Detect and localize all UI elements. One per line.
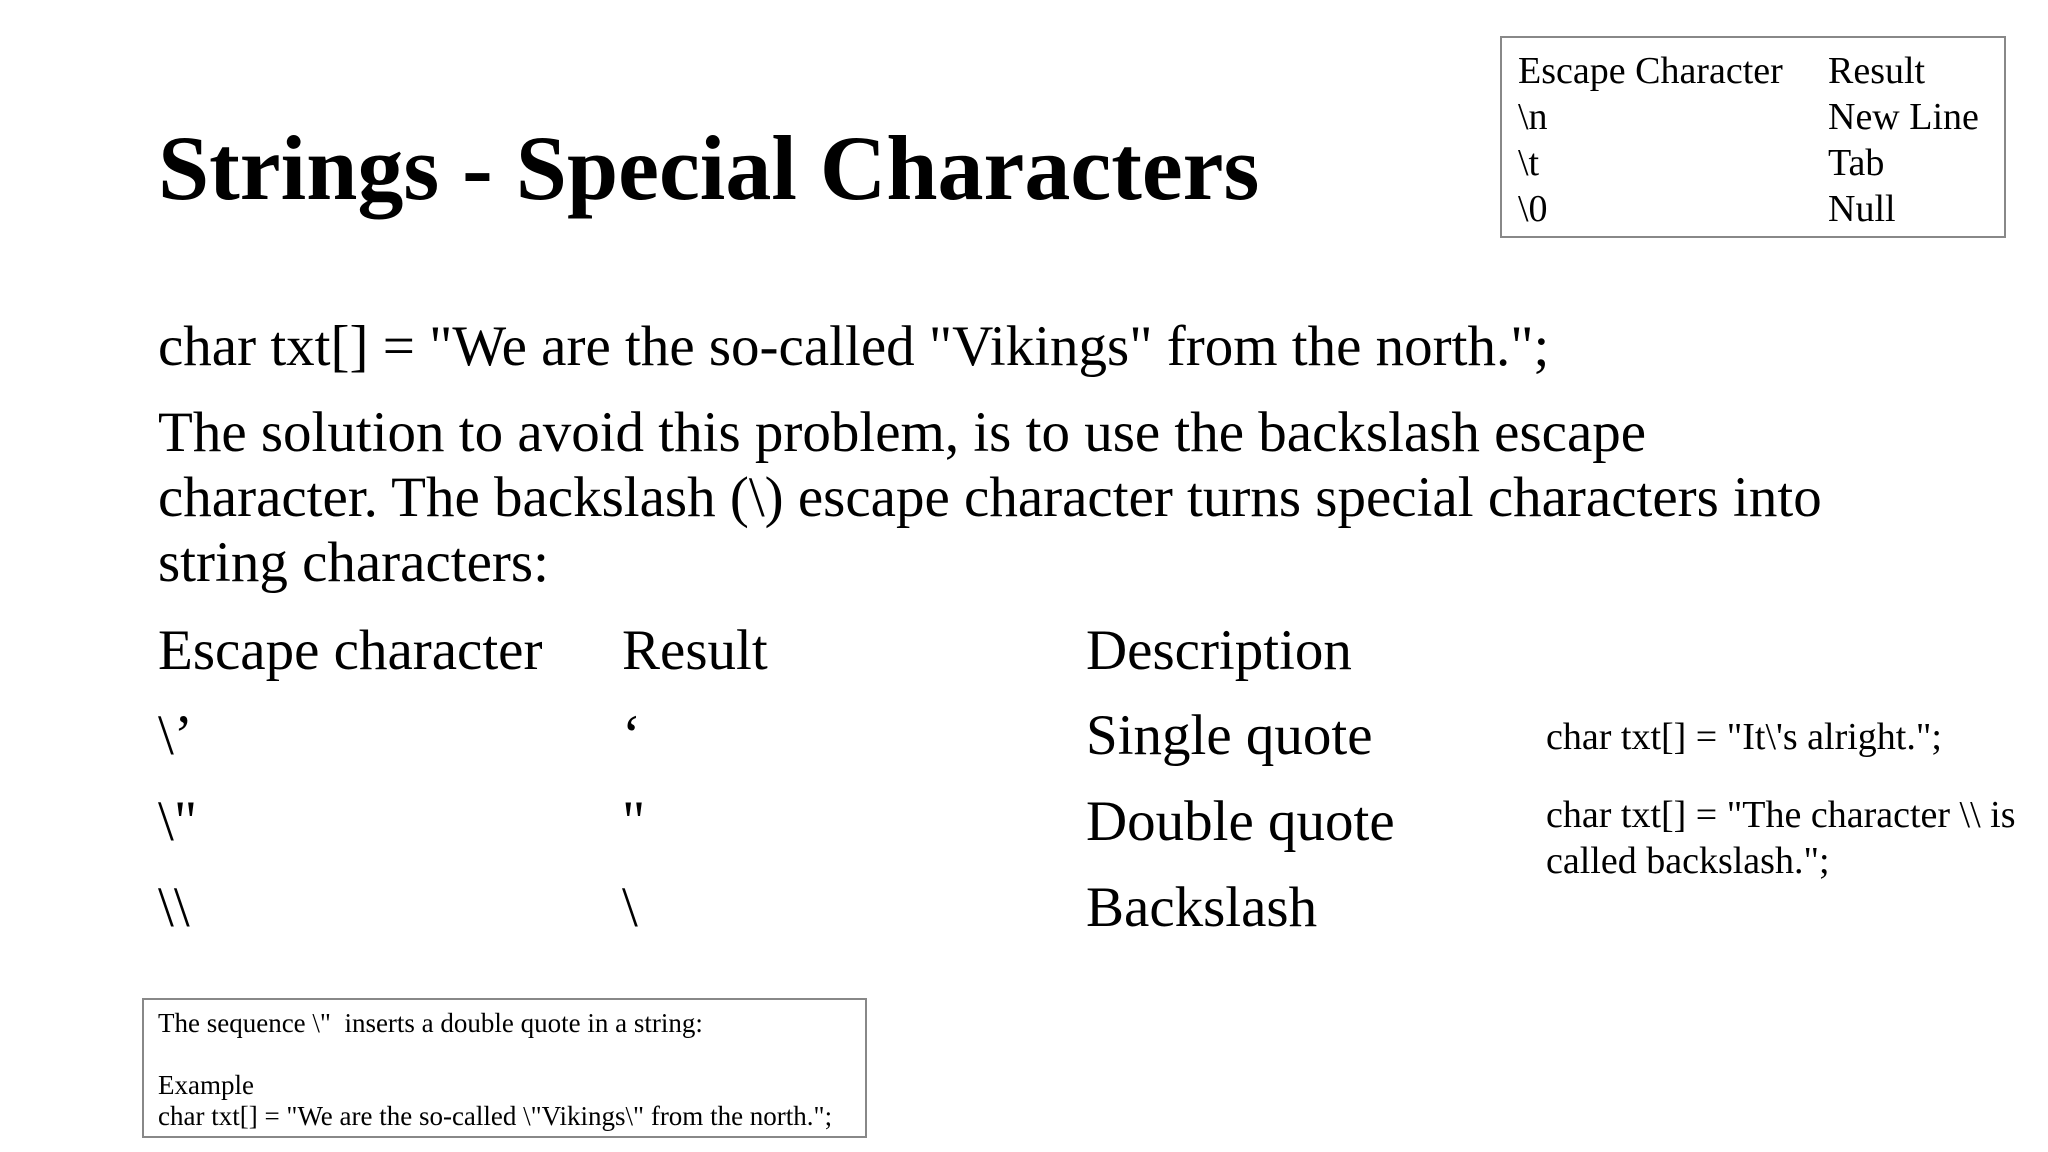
side-example-backslash: char txt[] = "The character \\ is called backslash."; — [1546, 794, 2016, 882]
escape-table-cell: Null — [1828, 188, 1896, 230]
page-title: Strings - Special Characters — [158, 117, 1260, 219]
main-table-cell: \’ — [158, 704, 193, 767]
main-table-cell: \" — [158, 790, 198, 853]
explanation-paragraph: The solution to avoid this problem, is to use the backslash escape character. The backslash (\) escape character turns special characters into string characters: — [158, 401, 1822, 594]
main-table-cell: \\ — [158, 876, 190, 939]
escape-table-header-escape: Escape Character — [1518, 50, 1783, 92]
example-box — [142, 998, 867, 1138]
main-table-header-result: Result — [622, 619, 768, 682]
main-table-header-escape: Escape character — [158, 619, 543, 682]
escape-table-cell: New Line — [1828, 96, 1979, 138]
main-table-cell: " — [622, 790, 646, 853]
main-table-cell: \ — [622, 876, 638, 939]
example-box-label: Example — [158, 1070, 254, 1100]
example-box-code: char txt[] = "We are the so-called \"Vikings\" from the north."; — [158, 1101, 833, 1131]
escape-table-cell: \t — [1518, 142, 1540, 184]
example-box-description: The sequence \" inserts a double quote in a string: — [158, 1008, 703, 1038]
example-box-spacer — [158, 1039, 851, 1070]
code-example-line: char txt[] = "We are the so-called "Vikings" from the north."; — [158, 315, 1550, 378]
escape-characters-table — [1500, 36, 2006, 238]
main-table-header-description: Description — [1086, 619, 1352, 682]
main-table-cell: Double quote — [1086, 790, 1395, 853]
escape-table-cell: \0 — [1518, 188, 1548, 230]
main-table-cell: ‘ — [622, 704, 641, 767]
side-example-single-quote: char txt[] = "It\'s alright."; — [1546, 716, 1942, 758]
main-table-cell: Backslash — [1086, 876, 1318, 939]
main-table-cell: Single quote — [1086, 704, 1373, 767]
escape-table-cell: \n — [1518, 96, 1548, 138]
escape-table-cell: Tab — [1828, 142, 1885, 184]
escape-table-header-result: Result — [1828, 50, 1926, 92]
